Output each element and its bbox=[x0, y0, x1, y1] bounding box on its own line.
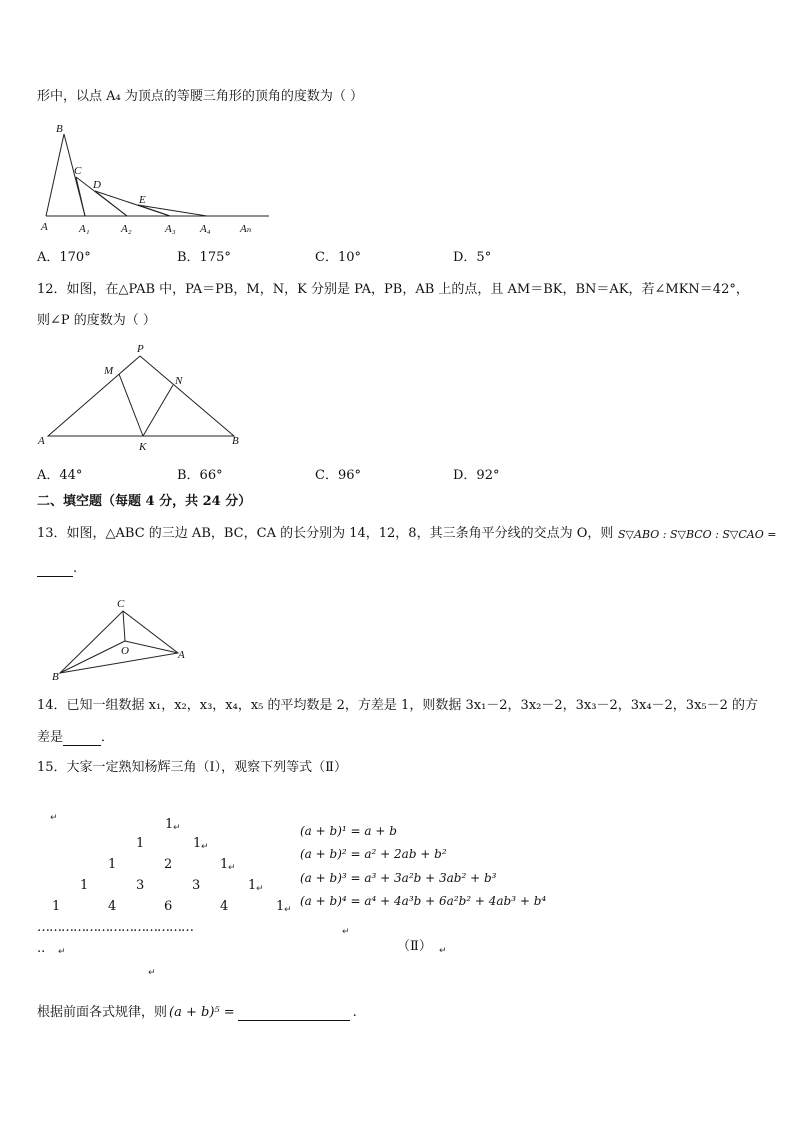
q14-suffix: ． bbox=[101, 730, 115, 745]
return-mark: ↵ bbox=[173, 823, 181, 833]
q15-question-expr: (a + b)⁵ = bbox=[169, 1005, 235, 1020]
q15-question-suffix: . bbox=[352, 1005, 357, 1020]
return-mark: ↵ bbox=[50, 813, 58, 823]
q13-label-C: C bbox=[117, 598, 125, 610]
section-title: 二、填空题（每题 4 分，共 24 分） bbox=[37, 494, 252, 509]
triangle-dots-2: .. bbox=[37, 941, 46, 956]
triangle-cell: 1 bbox=[165, 817, 174, 832]
q11-option-a: A．170° bbox=[37, 250, 91, 265]
equation-2: (a + b)² = a² + 2ab + b² bbox=[300, 847, 447, 861]
triangle-cell: 1 bbox=[193, 836, 202, 851]
q11-label-A3: A₃ bbox=[165, 223, 176, 235]
triangle-cell: 3 bbox=[136, 878, 145, 893]
triangle-cell: 1 bbox=[80, 878, 89, 893]
triangle-cell: 1 bbox=[276, 899, 285, 914]
q12-label-K: K bbox=[139, 441, 147, 453]
q11-label-A4: A₄ bbox=[200, 223, 211, 235]
triangle-cell: 6 bbox=[164, 899, 173, 914]
return-mark: ↵ bbox=[58, 947, 66, 957]
q11-figure bbox=[36, 120, 276, 240]
triangle-cell: 2 bbox=[164, 857, 173, 872]
q13-tail: . bbox=[73, 561, 78, 576]
equation-1: (a + b)¹ = a + b bbox=[300, 824, 397, 838]
return-mark: ↵ bbox=[148, 968, 156, 978]
label-ii: （Ⅱ） bbox=[397, 939, 432, 954]
q14-prefix: 差是 bbox=[37, 730, 64, 745]
q15-question bbox=[37, 1005, 357, 1021]
q12-label-M: M bbox=[104, 365, 114, 377]
return-mark: ↵ bbox=[228, 863, 236, 873]
triangle-cell: 4 bbox=[220, 899, 229, 914]
q11-label-A2: A₂ bbox=[121, 223, 132, 235]
q13-label-A: A bbox=[178, 649, 185, 661]
q13-label-B: B bbox=[52, 671, 59, 683]
q14-line1: 14．已知一组数据 x₁，x₂，x₃，x₄，x₅ 的平均数是 2，方差是 1，则数据 3x₁－2，3x₂－2，3x₃－2，3x₄－2，3x₅－2 的方 bbox=[37, 698, 759, 713]
equation-3: (a + b)³ = a³ + 3a²b + 3ab² + b³ bbox=[300, 871, 497, 885]
q11-label-D: D bbox=[93, 179, 101, 191]
q12-stem-line2: 则∠P 的度数为（ ） bbox=[37, 313, 156, 328]
q12-option-b: B．66° bbox=[177, 468, 223, 483]
q14-line2 bbox=[37, 730, 114, 746]
return-mark: ↵ bbox=[284, 905, 292, 915]
q13-stem: 13．如图，△ABC 的三边 AB，BC，CA 的长分别为 14，12，8，其三条角平分线的交点为 O，则 bbox=[37, 526, 614, 541]
triangle-cell: 1 bbox=[220, 857, 229, 872]
triangle-cell: 1 bbox=[52, 899, 61, 914]
q13-answer-line bbox=[37, 561, 77, 577]
triangle-cell: 3 bbox=[192, 878, 201, 893]
return-mark: ↵ bbox=[342, 927, 350, 937]
q11-option-b: B．175° bbox=[177, 250, 231, 265]
q11-stem: 形中，以点 A₄ 为顶点的等腰三角形的顶角的度数为（ ） bbox=[37, 89, 363, 104]
q11-label-A: A bbox=[41, 221, 48, 233]
q13-label-O: O bbox=[121, 645, 129, 657]
q12-option-c: C．96° bbox=[315, 468, 361, 483]
q12-label-N: N bbox=[175, 375, 183, 387]
q15-question-prefix: 根据前面各式规律，则 bbox=[37, 1005, 168, 1020]
q11-label-B: B bbox=[56, 123, 63, 135]
q14-blank[interactable] bbox=[63, 733, 101, 746]
q12-stem-line1: 12．如图，在△PAB 中，PA＝PB，M，N，K 分别是 PA，PB，AB 上的点，且 AM＝BK，BN＝AK，若∠MKN＝42°， bbox=[37, 282, 749, 297]
q15-stem: 15．大家一定熟知杨辉三角（Ⅰ），观察下列等式（Ⅱ） bbox=[37, 760, 348, 775]
return-mark: ↵ bbox=[439, 946, 447, 956]
q12-option-d: D．92° bbox=[453, 468, 500, 483]
q11-label-An: Aₙ bbox=[240, 223, 252, 235]
equation-4: (a + b)⁴ = a⁴ + 4a³b + 6a²b² + 4ab³ + b⁴ bbox=[300, 894, 547, 908]
return-mark: ↵ bbox=[201, 842, 209, 852]
q13-ratio: S▽ABO : S▽BCO : S▽CAO = bbox=[618, 528, 777, 541]
q11-label-C: C bbox=[74, 165, 82, 177]
q12-label-A: A bbox=[38, 435, 45, 447]
q12-label-B: B bbox=[232, 435, 239, 447]
triangle-dots: ………………………………… bbox=[37, 920, 193, 935]
q11-label-E: E bbox=[139, 194, 146, 206]
q11-option-d: D．5° bbox=[453, 250, 492, 265]
return-mark: ↵ bbox=[256, 884, 264, 894]
q11-label-A1: A₁ bbox=[79, 223, 90, 235]
q13-blank[interactable] bbox=[37, 564, 73, 577]
triangle-cell: 4 bbox=[108, 899, 117, 914]
q12-label-P: P bbox=[137, 343, 144, 355]
q11-option-c: C．10° bbox=[315, 250, 361, 265]
q15-blank[interactable] bbox=[238, 1008, 350, 1021]
q13-figure bbox=[48, 595, 198, 683]
triangle-cell: 1 bbox=[108, 857, 117, 872]
q12-figure bbox=[34, 340, 254, 458]
q12-option-a: A．44° bbox=[37, 468, 83, 483]
triangle-cell: 1 bbox=[248, 878, 257, 893]
triangle-cell: 1 bbox=[136, 836, 145, 851]
